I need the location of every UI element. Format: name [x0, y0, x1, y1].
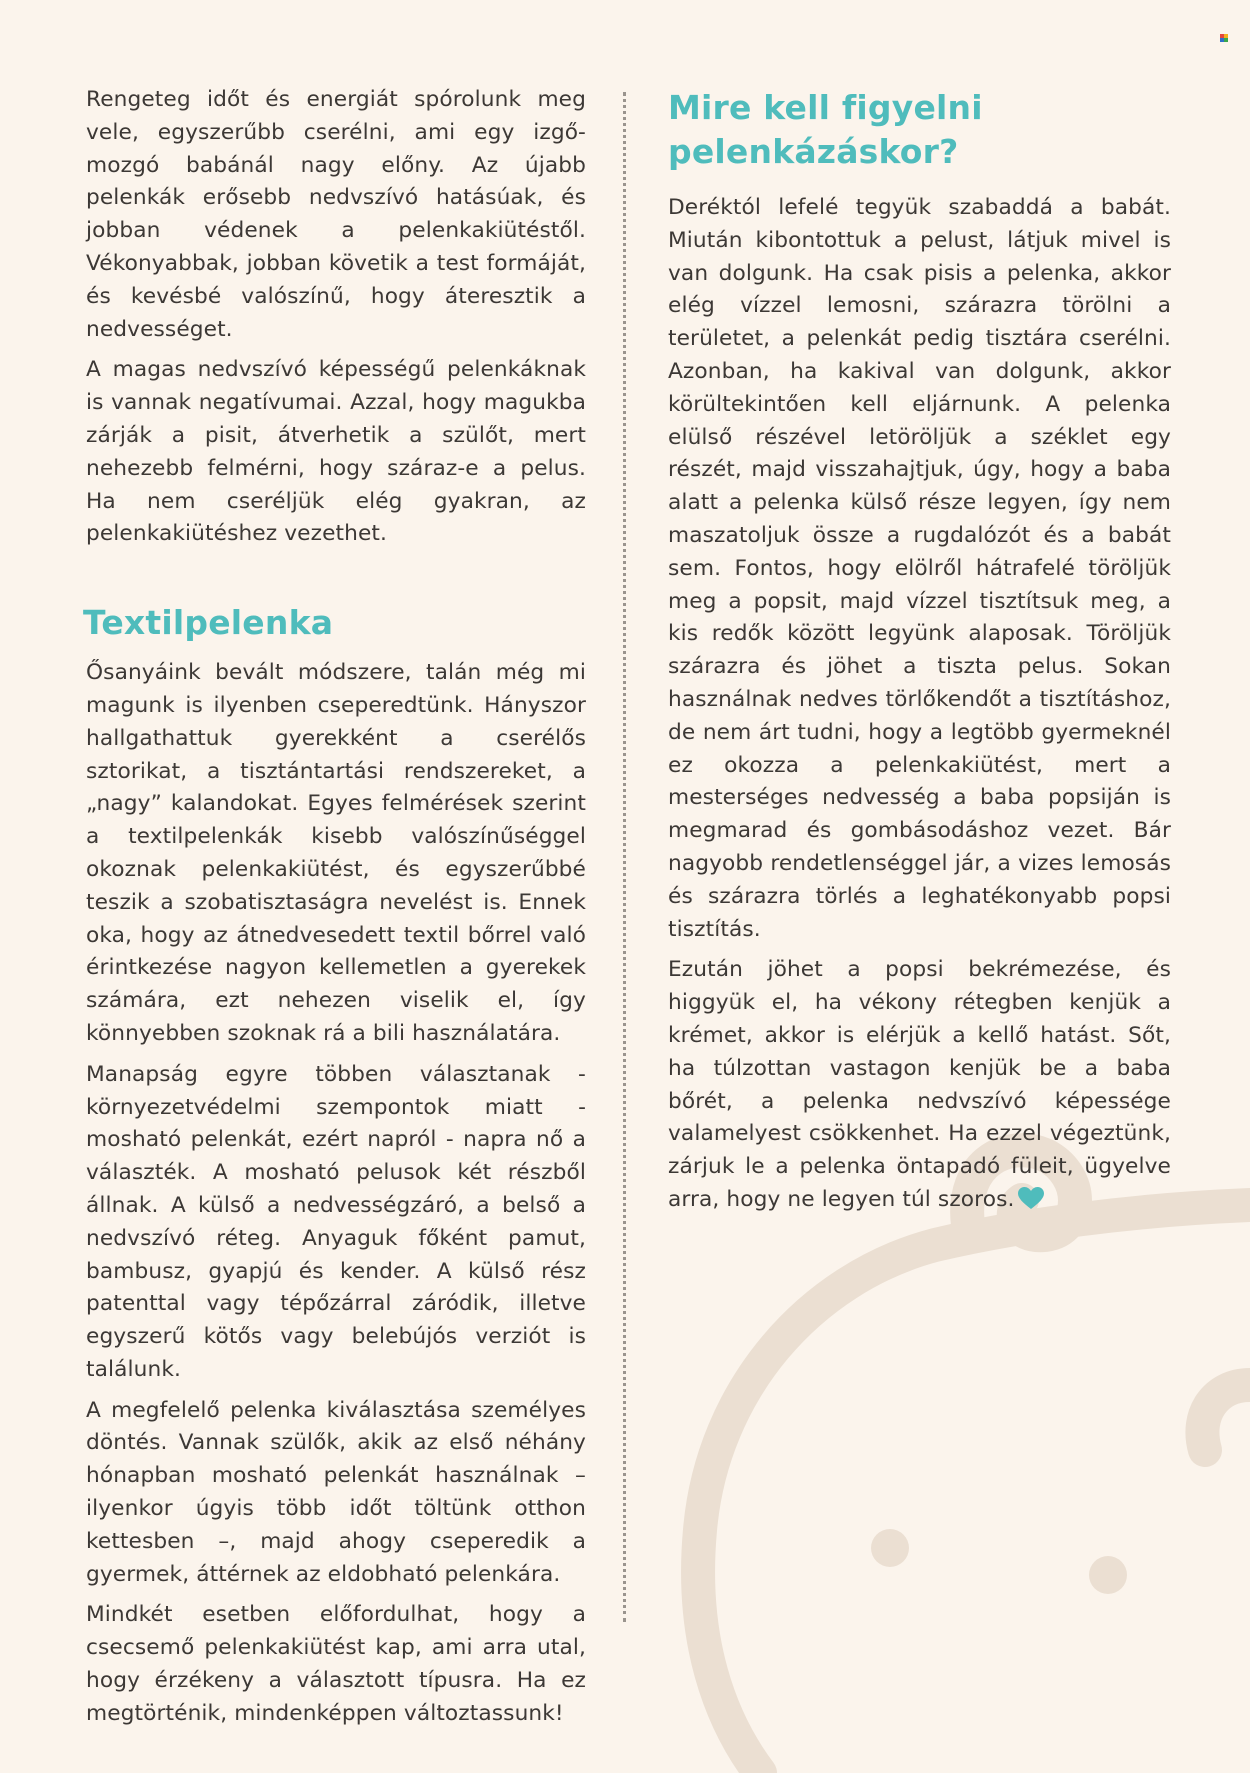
right-paragraph-2-text: Ezután jöhet a popsi bekrémezése, és higgyük el, ha vékony rétegben kenjük a krémet, akkor is elérjük a kellő hatást. Sőt, ha túlzottan vastagon kenjük be a baba bőrét, a pelenka nedvszívó képessége valamelyest csökkenhet. Ha ezzel végeztünk, zárjuk le a pelenka öntapadó füleit, ügyelve arra, hogy ne legyen túl szoros.	[668, 957, 1171, 1212]
publisher-logo-icon	[1220, 34, 1228, 42]
section-paragraph-3: A megfelelő pelenka kiválasztása személyes döntés. Vannak szülők, akik az első néhány hónapban mosható pelenkát használnak – ilyenkor úgyis több időt töltünk otthon kettesben –, majd ahogy cseperedik a gyermek, áttérnek az eldobható pelenkára.	[86, 1397, 586, 1587]
right-column-heading: Mire kell figyelni pelenkázáskor?	[668, 88, 983, 171]
right-column	[668, 86, 1171, 1225]
left-column	[83, 84, 586, 1739]
right-paragraph-1: Deréktól lefelé tegyük szabaddá a babát. Miután kibontottuk a pelust, látjuk mivel is van dolgunk. Ha csak pisis a pelenka, akkor elég vízzel lemosni, szárazra törölni a területet, a pelenkát pedig tisztára cserélni. Azonban, ha kakival van dolgunk, akkor körültekintően kell eljárnunk. A pelenka elülső részével letöröljük a széklet egy részét, majd visszahajtjuk, úgy, hogy a baba alatt a pelenka külső része legyen, így nem maszatoljuk össze a rugdalózót és a babát sem. Fontos, hogy elölről hátrafelé töröljük meg a popsit, majd vízzel tisztítsuk meg, a kis redők között legyünk alaposak. Töröljük szárazra és jöhet a tiszta pelus. Sokan használnak nedves törlőkendőt a tisztításhoz, de nem árt tudni, hogy a legtöbb gyermeknél ez okozza a pelenkakiütést, mert a mesterséges nedvesség a baba popsiján is megmarad és gombásodáshoz vezet. Bár nagyobb rendetlenséggel jár, a vizes lemosás és szárazra törlés a leghatékonyabb popsi tisztítás.	[668, 195, 1171, 942]
face-outline	[698, 1205, 1250, 1773]
heart-icon	[1018, 1187, 1044, 1210]
section-heading-textilpelenka: Textilpelenka	[83, 603, 334, 643]
right-eye	[1089, 1556, 1127, 1594]
section-paragraph-4: Mindkét esetben előfordulhat, hogy a csecsemő pelenkakiütést kap, ami arra utal, hogy érzékeny a választott típusra. Ha ez megtörténik, mindenképpen változtassunk!	[86, 1602, 586, 1726]
column-divider	[623, 92, 626, 1622]
section-paragraph-1: Ősanyáink bevált módszere, talán még mi magunk is ilyenben cseperedtünk. Hányszor hallgathattuk gyerekként a cserélős sztorikat, a tisztántartási rendszereket, a „nagy” kalandokat. Egyes felmérések szerint a textilpelenkák kisebb valószínűséggel okoznak pelenkakiütést, és egyszerűbbé teszik a szobatisztaságra nevelést is. Ennek oka, hogy az átnedvesedett textil bőrrel való érintkezése nagyon kellemetlen a gyerekek számára, ezt nehezen viselik el, így könnyebben szoknak rá a bili használatára.	[86, 660, 586, 1046]
intro-paragraph-1: Rengeteg időt és energiát spórolunk meg vele, egyszerűbb cserélni, ami egy izgő-mozgó babánál nagy előny. Az újabb pelenkák erősebb nedvszívó hatásúak, és jobban védenek a pelenkakiütéstől. Vékonyabbak, jobban követik a test formáját, és kevésbé valószínű, hogy áteresztik a nedvességet.	[86, 87, 586, 342]
intro-paragraph-2: A magas nedvszívó képességű pelenkáknak is vannak negatívumai. Azzal, hogy magukba zárják a pisit, átverhetik a szülőt, mert nehezebb felmérni, hogy száraz-e a pelus. Ha nem cseréljük elég gyakran, az pelenkakiütéshez vezethet.	[86, 357, 586, 547]
right-paragraph-2	[668, 954, 1171, 1216]
cheek-curve	[1202, 1385, 1250, 1450]
left-eye	[871, 1529, 909, 1567]
section-paragraph-2: Manapság egyre többen választanak - környezetvédelmi szempontok miatt - mosható pelenkát, ezért napról - napra nő a választék. A mosható pelusok két részből állnak. A külső a nedvességzáró, a belső a nedvszívó réteg. Anyaguk főként pamut, bambusz, gyapjú és kender. A külső rész patenttal vagy tépőzárral záródik, illetve egyszerű kötős vagy belebújós verziót is találunk.	[86, 1061, 586, 1382]
